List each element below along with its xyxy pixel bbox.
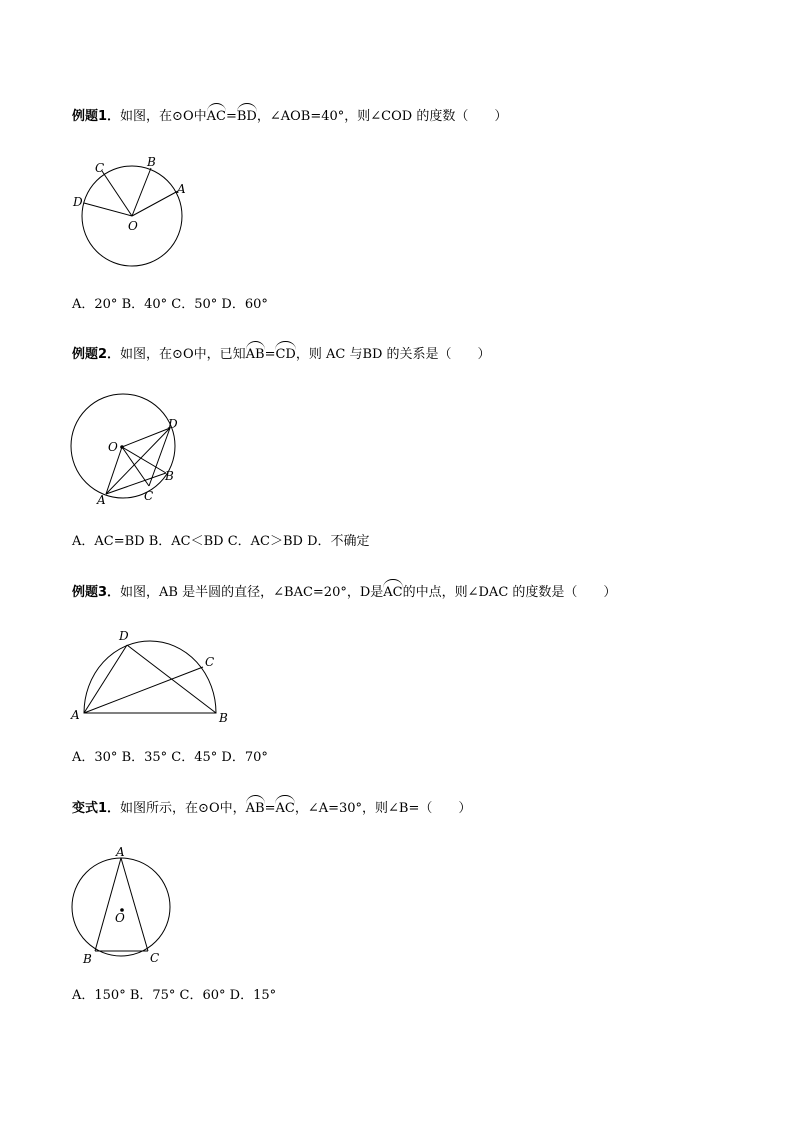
arc-ac: AC [275,801,295,816]
question-2-text-b: ，则 AC 与BD 的关系是（ ） [295,347,491,362]
arc-ab: AB [245,801,265,816]
arc-ab: AB [245,347,265,362]
label-a: A [97,493,106,507]
question-2-label: 例题2． [72,347,121,362]
question-1-options: A．20° B．40° C．50° D．60° [72,297,268,312]
equals-sign: = [225,109,237,124]
label-d: D [73,195,83,209]
label-c: C [150,951,160,965]
question-3-text-a: 如图，AB 是半圆的直径，∠BAC=20°，D是 [120,585,384,600]
variant-1-options: A．150° B．75° C．60° D．15° [72,988,277,1003]
arc-bd: BD [236,109,257,124]
label-c: C [205,655,215,669]
label-d: D [168,417,178,431]
label-a: A [177,182,186,196]
label-d: D [119,629,129,643]
label-b: B [165,469,174,483]
label-o: O [108,440,118,454]
label-b: B [83,952,92,966]
question-1-text-b: ，∠AOB=40°，则∠COD 的度数（ ） [256,109,508,124]
label-o: O [115,911,125,925]
label-c: C [144,489,154,503]
label-b: B [219,711,228,725]
label-a: A [71,708,80,722]
equals-sign: = [264,347,276,362]
label-c: C [95,161,105,175]
arc-cd: CD [275,347,296,362]
variant-1-text-a: 如图所示，在⊙O中， [120,801,246,816]
variant-1-label: 变式1． [72,801,121,816]
label-o: O [128,219,138,233]
chord-ac [121,858,148,951]
chord-ab [95,858,121,951]
label-b: B [147,155,156,169]
label-a: A [116,845,125,859]
arc-ac: AC [383,585,403,600]
variant-1-text-b: ，∠A=30°，则∠B=（ ） [294,801,472,816]
question-1-text-a: 如图，在⊙O中 [120,109,207,124]
question-3-label: 例题3． [72,585,121,600]
arc-ac: AC [206,109,226,124]
question-1-label: 例题1． [72,109,121,124]
question-3-options: A．30° B．35° C．45° D．70° [72,750,268,765]
question-2-options: A．AC=BD B．AC＜BD C．AC＞BD D．不确定 [72,534,370,549]
question-2-text-a: 如图，在⊙O中，已知 [120,347,246,362]
equals-sign: = [264,801,276,816]
question-3-text-b: 的中点，则∠DAC 的度数是（ ） [402,585,617,600]
circle-o [72,858,170,956]
